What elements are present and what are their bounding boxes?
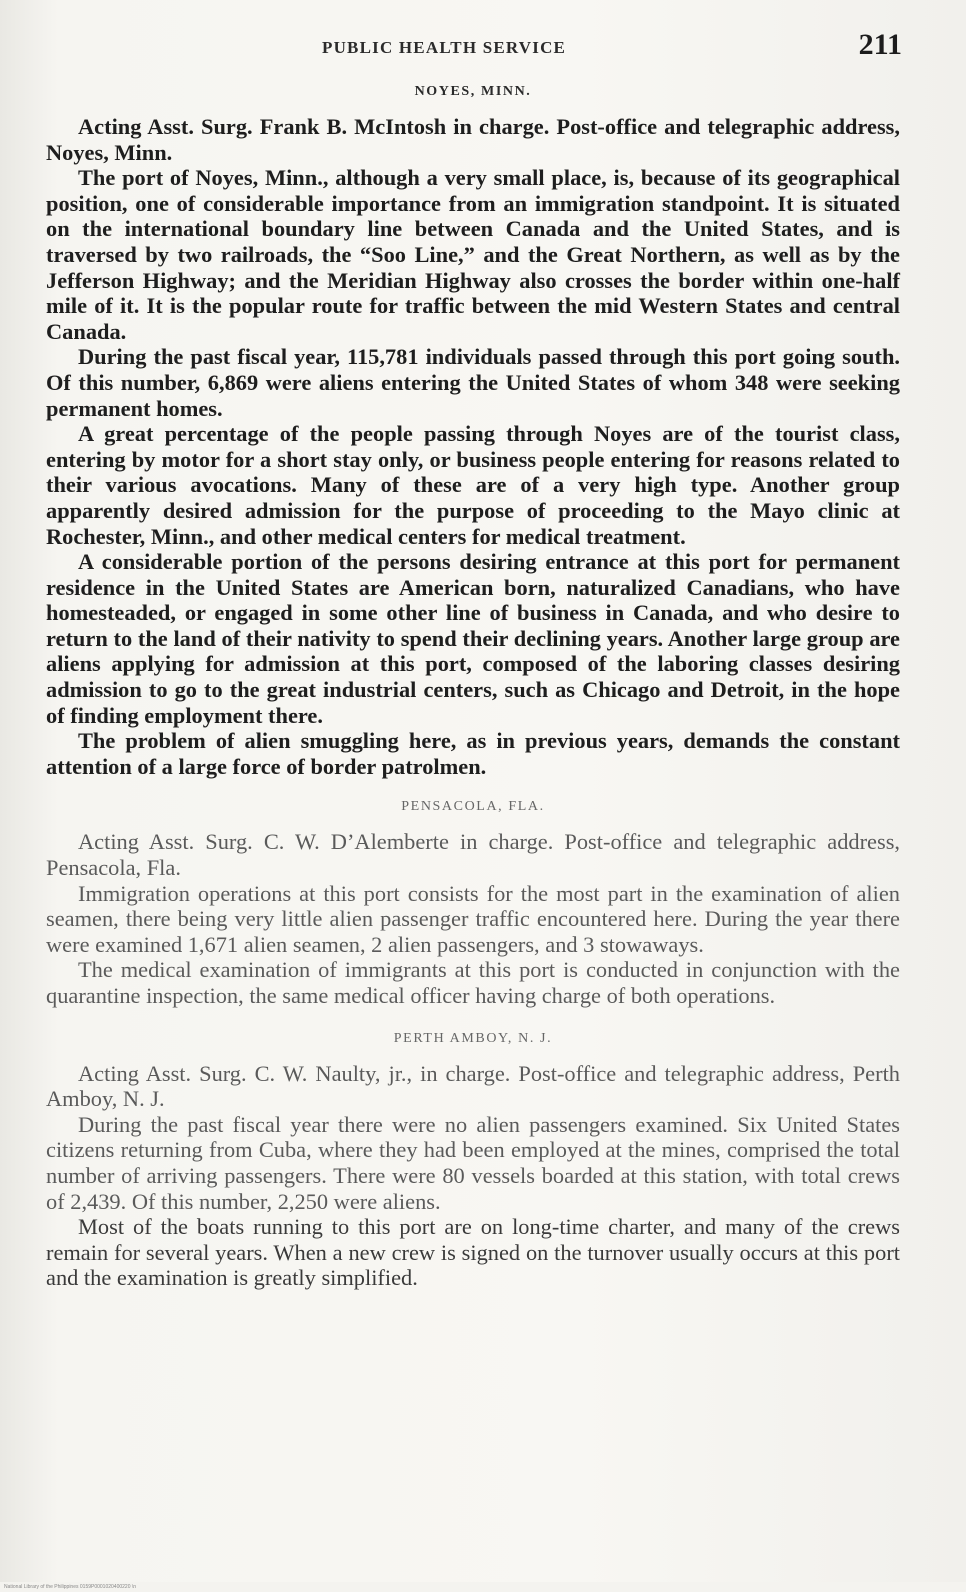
page-body <box>46 84 900 1291</box>
running-title: PUBLIC HEALTH SERVICE <box>322 38 567 57</box>
paragraph: The medical examination of immigrants at this port is conducted in conjunction with the quarantine inspection, the same medical officer having charge of both operations. <box>46 957 900 1008</box>
section-heading: PERTH AMBOY, N. J. <box>393 1030 553 1046</box>
paragraph: Most of the boats running to this port are on long-time charter, and many of the crews remain for several years. When a new crew is signed on the turnover usually occurs at this port and the examination is greatly simplified. <box>46 1214 900 1291</box>
paragraph: Acting Asst. Surg. Frank B. McIntosh in charge. Post-office and telegraphic address, Noyes, Minn. <box>46 114 900 165</box>
page-header <box>0 26 966 66</box>
page-number: 211 <box>858 28 902 61</box>
section-perth-amboy <box>46 1031 900 1291</box>
scan-note: National Library of the Philippines 0159P0001020400220 \n <box>4 1584 137 1590</box>
paragraph: The problem of alien smuggling here, as in previous years, demands the constant attention of a large force of border patrolmen. <box>46 728 900 779</box>
section-pensacola <box>46 799 900 1008</box>
paragraph: Acting Asst. Surg. C. W. Naulty, jr., in charge. Post-office and telegraphic address, Perth Amboy, N. J. <box>46 1060 900 1112</box>
paragraph: Acting Asst. Surg. C. W. D’Alemberte in charge. Post-office and telegraphic address, Pensacola, Fla. <box>46 829 900 881</box>
paragraph: A considerable portion of the persons desiring entrance at this port for permanent residence in the United States are American born, naturalized Canadians, who have homesteaded, or engaged in some other line of business in Canada, and who desire to return to the land of their nativity to spend their declining years. Another large group are aliens applying for admission at this port, composed of the laboring classes desiring admission to go to the great industrial centers, such as Chicago and Detroit, in the hope of finding employment there. <box>46 549 900 728</box>
paragraph: During the past fiscal year there were no alien passengers examined. Six United States citizens returning from Cuba, where they had been employed at the mines, comprised the total number of arriving passengers. There were 80 vessels boarded at this station, with total crews of 2,439. Of this number, 2,250 were aliens. <box>46 1111 900 1214</box>
footer-strip <box>0 1582 966 1592</box>
paragraph: Immigration operations at this port consists for the most part in the examination of alien seamen, there being very little alien passenger traffic encountered here. During the year there were examined 1,671 alien seamen, 2 alien passengers, and 3 stowaways. <box>46 880 900 957</box>
section-heading: NOYES, MINN. <box>414 84 532 99</box>
paragraph: The port of Noyes, Minn., although a very small place, is, because of its geographical position, one of considerable importance from an immigration standpoint. It is situated on the international boundary line between Canada and the United States, and is traversed by two railroads, the “Soo Line,” and the Great Northern, as well as by the Jefferson Highway; and the Meridian Highway also crosses the border within one-half mile of it. It is the popular route for traffic between the mid Western States and central Canada. <box>46 165 900 344</box>
section-heading: PENSACOLA, FLA. <box>401 799 545 815</box>
section-noyes <box>46 84 900 779</box>
paragraph: A great percentage of the people passing through Noyes are of the tourist class, entering by motor for a short stay only, or business people entering for reasons related to their various avocations. Many of these are of a very high type. Another group apparently desired admission for the purpose of proceeding to the Mayo clinic at Rochester, Minn., and other medical centers for medical treatment. <box>46 421 900 549</box>
paragraph: During the past fiscal year, 115,781 individuals passed through this port going south. Of this number, 6,869 were aliens entering the United States of whom 348 were seeking permanent homes. <box>46 344 900 421</box>
